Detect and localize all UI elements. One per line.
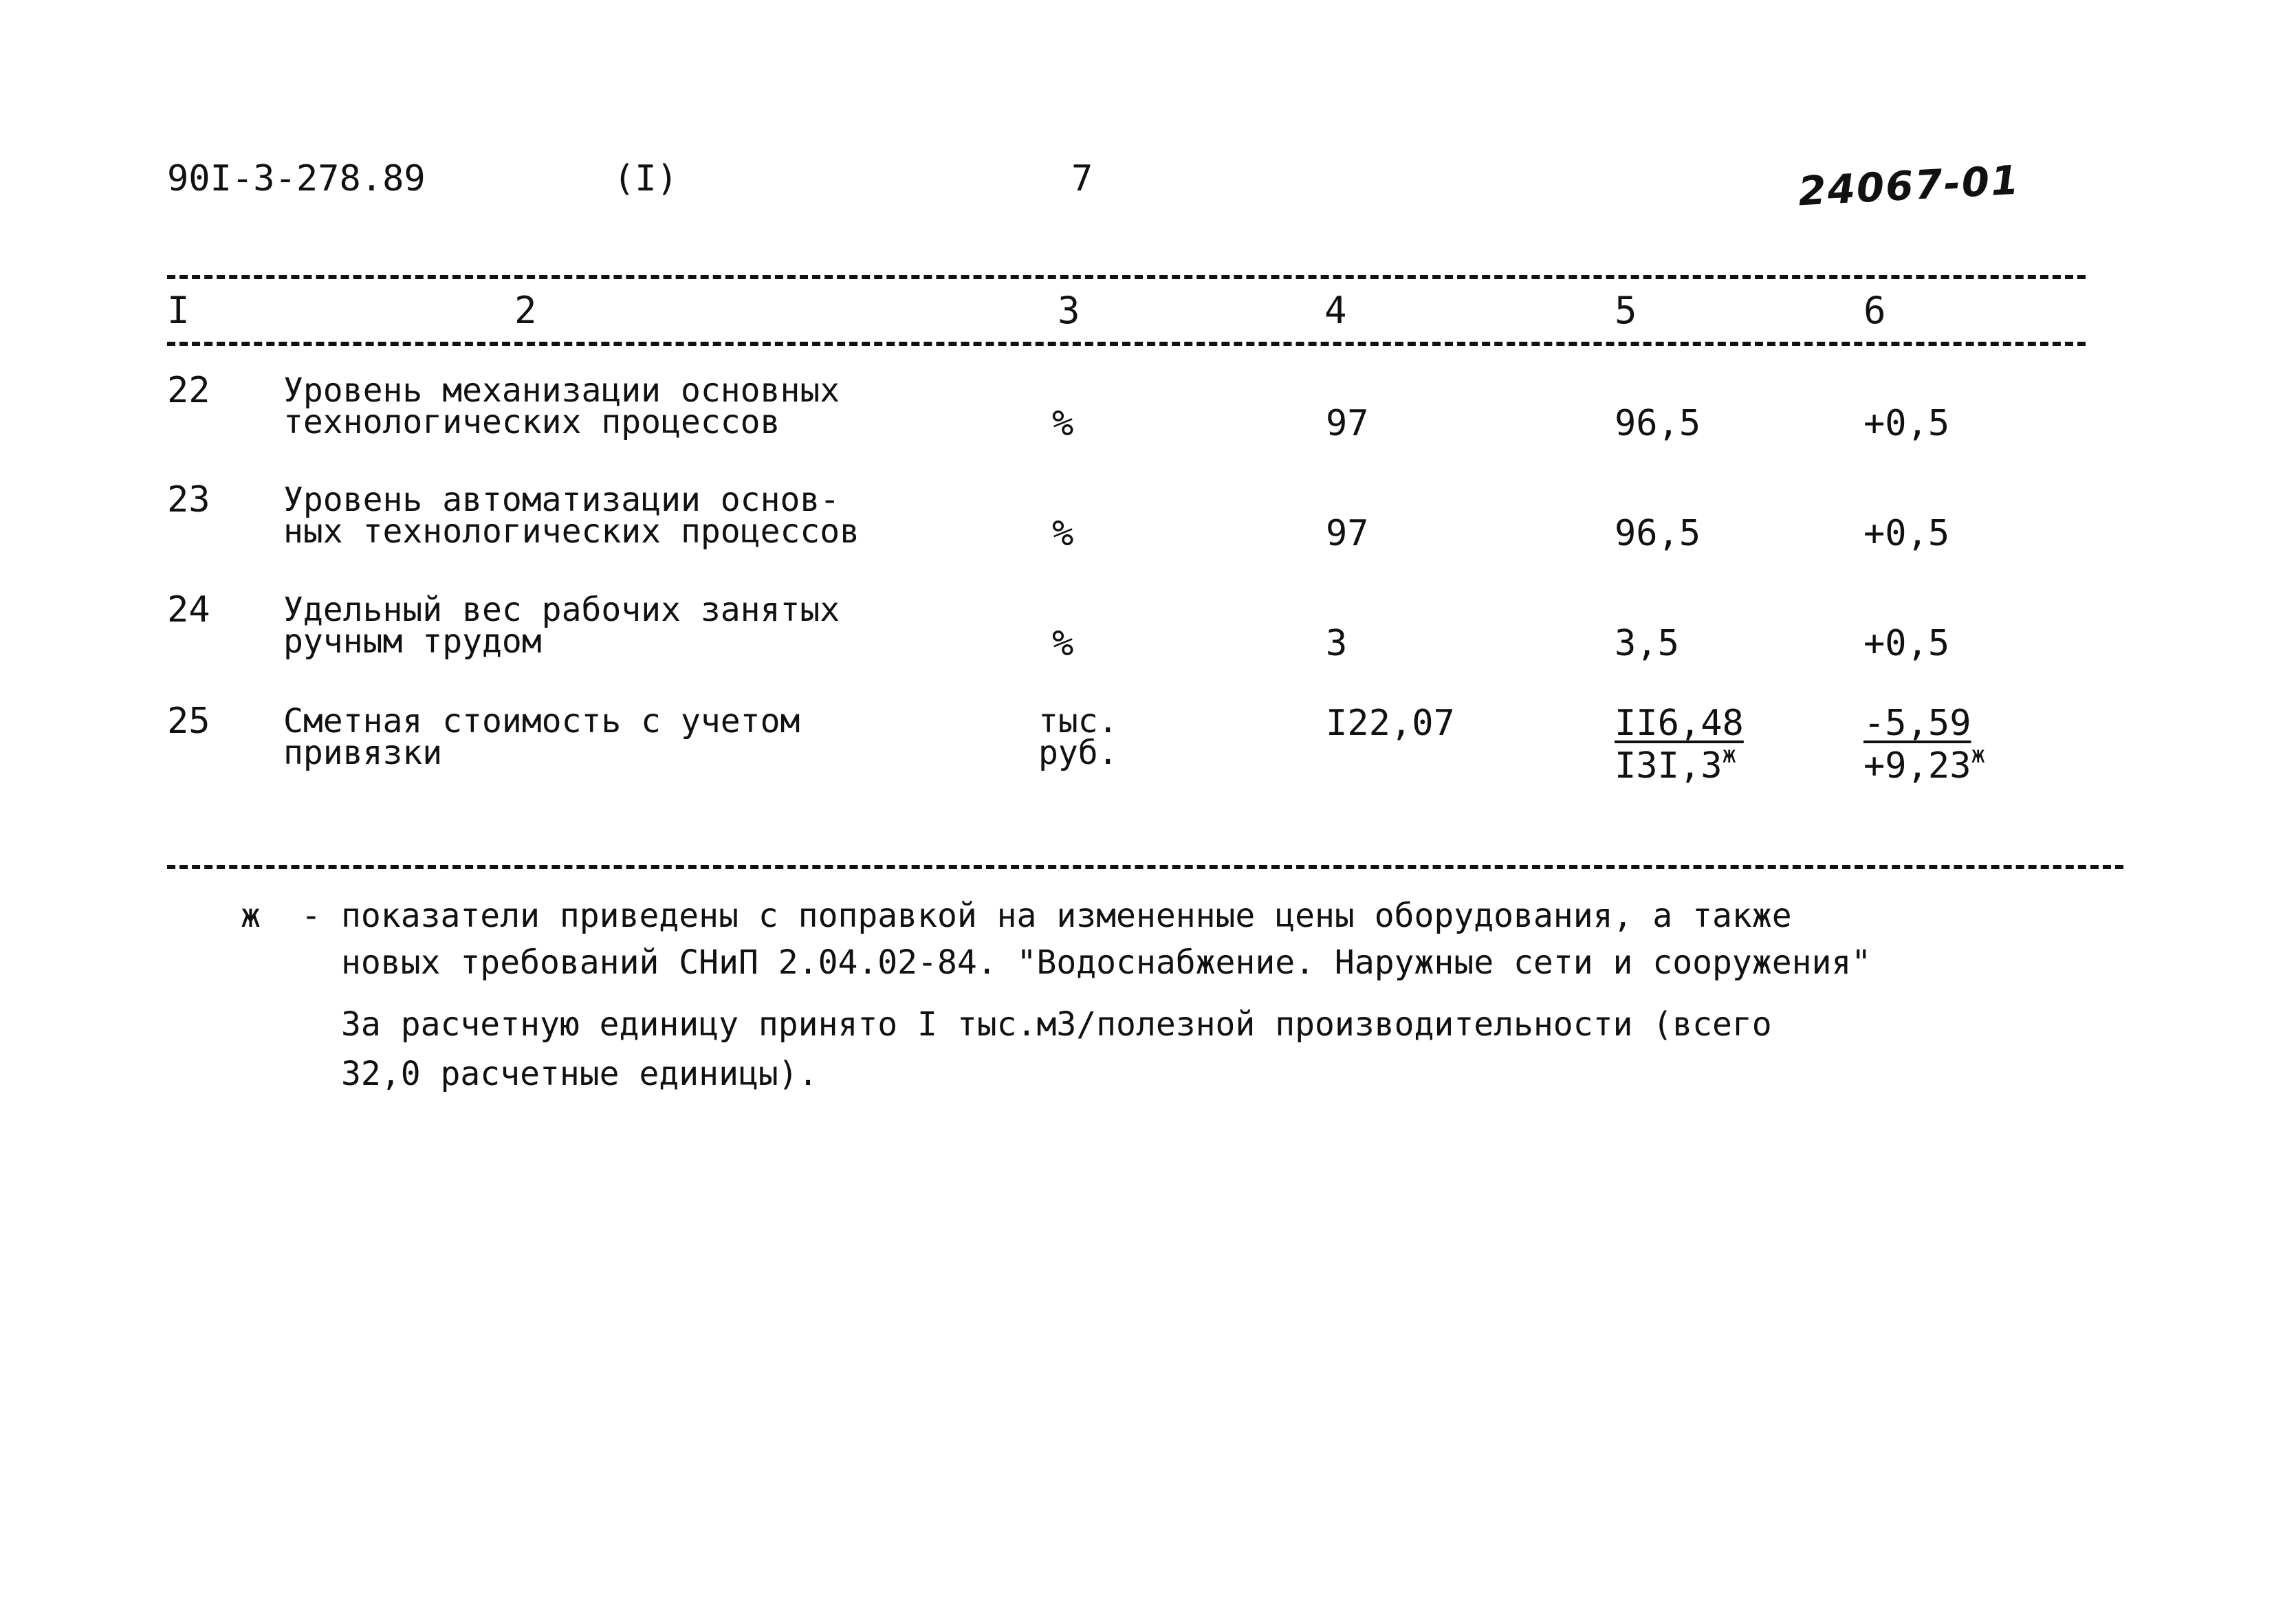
footnote-mark: ж <box>241 897 261 935</box>
asterisk-mark: ж <box>1722 741 1737 769</box>
row-description-line-2: ручным трудом <box>283 622 542 661</box>
column-header-2: 2 <box>514 289 537 332</box>
row-analog-value-corrected <box>1615 741 1737 787</box>
row-description-line-1: Удельный вес рабочих занятых <box>283 591 840 629</box>
analog-value-corrected-number: I3I,3 <box>1615 745 1723 787</box>
column-header-6: 6 <box>1863 289 1886 332</box>
column-header-1: I <box>167 289 190 332</box>
table-header-rule <box>167 342 2086 346</box>
table-bottom-rule <box>167 865 2123 869</box>
row-description-line-2: технологических процессов <box>283 403 780 441</box>
row-unit: % <box>1052 623 1074 664</box>
row-number: 23 <box>167 479 210 520</box>
asterisk-mark: ж <box>1971 741 1986 769</box>
row-description-line-2: привязки <box>283 734 443 772</box>
row-difference: +0,5 <box>1863 623 1950 664</box>
row-design-value: 97 <box>1326 513 1369 554</box>
document-part: (I) <box>613 158 678 199</box>
row-difference-corrected <box>1863 741 1986 787</box>
footnote-line-2: новых требований СНиП 2.04.02-84. "Водоснабжение. Наружные сети и сооружения" <box>341 943 1872 982</box>
row-analog-value: II6,48 <box>1615 703 1744 744</box>
row-design-value: 3 <box>1326 623 1348 664</box>
difference-corrected-number: +9,23 <box>1863 745 1971 787</box>
row-number: 24 <box>167 589 210 630</box>
row-number: 25 <box>167 701 210 742</box>
row-description-line-1: Сметная стоимость с учетом <box>283 702 800 740</box>
row-analog-value: 96,5 <box>1615 513 1701 554</box>
row-design-value: 97 <box>1326 403 1369 444</box>
document-code: 90I-3-278.89 <box>167 158 426 199</box>
table-top-rule <box>167 275 2086 279</box>
column-header-3: 3 <box>1058 289 1080 332</box>
row-number: 22 <box>167 370 210 411</box>
footnote-line-1: показатели приведены с поправкой на измененные цены оборудования, а также <box>341 897 1792 935</box>
row-difference: +0,5 <box>1863 403 1950 444</box>
footnote-dash: - <box>301 897 321 935</box>
page-number: 7 <box>1071 158 1093 199</box>
row-description-line-1: Уровень автоматизации основ- <box>283 481 840 519</box>
row-difference: -5,59 <box>1863 703 1971 744</box>
row-unit: % <box>1052 403 1074 444</box>
row-analog-value: 3,5 <box>1615 623 1679 664</box>
row-unit-line-1: тыс. <box>1038 702 1118 740</box>
row-unit-line-2: руб. <box>1038 734 1118 772</box>
row-difference: +0,5 <box>1863 513 1950 554</box>
column-header-4: 4 <box>1324 289 1347 332</box>
inventory-number: 24067-01 <box>1797 156 2022 215</box>
calc-unit-note-line-2: 32,0 расчетные единицы). <box>341 1055 818 1093</box>
row-analog-value: 96,5 <box>1615 403 1701 444</box>
calc-unit-note-line-1: За расчетную единицу принято I тыс.м3/полезной производительности (всего <box>341 1005 1772 1044</box>
row-design-value: I22,07 <box>1326 703 1455 744</box>
row-unit: % <box>1052 513 1074 554</box>
row-description-line-2: ных технологических процессов <box>283 512 860 551</box>
row-description-line-1: Уровень механизации основных <box>283 371 840 410</box>
column-header-5: 5 <box>1615 289 1637 332</box>
